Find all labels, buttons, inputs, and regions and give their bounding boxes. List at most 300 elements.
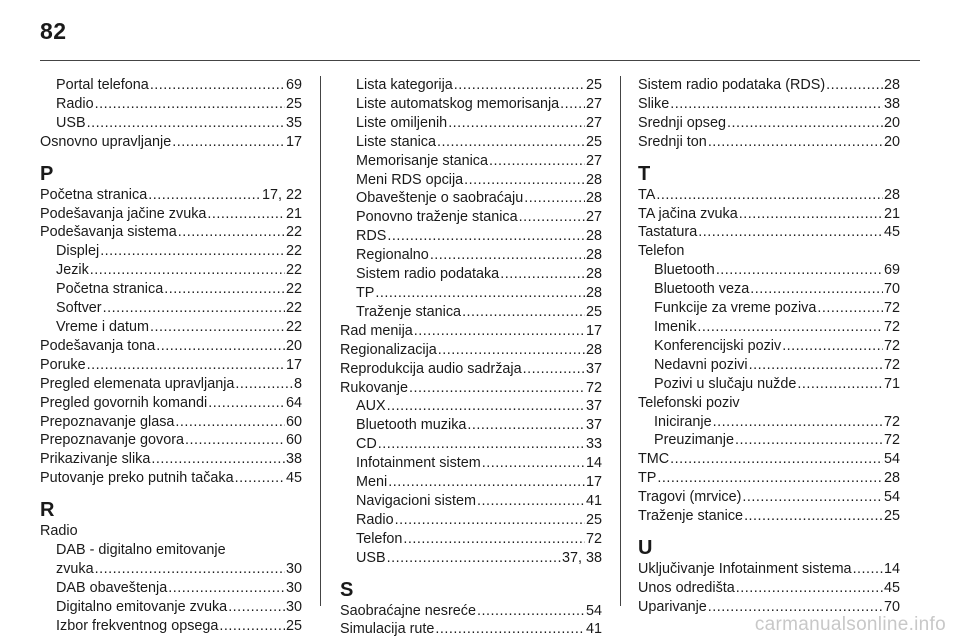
- index-entry: [638, 114, 900, 133]
- entry-page-ref: 45: [883, 579, 900, 596]
- index-entry: [340, 303, 602, 322]
- entry-term: Srednji opseg: [638, 114, 727, 131]
- entry-term: Prikazivanje slika: [40, 451, 151, 468]
- index-entry: [340, 133, 602, 152]
- dot-leader: [670, 450, 883, 469]
- dot-leader: [817, 299, 883, 318]
- entry-term: TA: [638, 186, 656, 203]
- entry-page-ref: 60: [285, 413, 302, 430]
- entry-page-ref: 72: [585, 530, 602, 547]
- dot-leader: [782, 337, 883, 356]
- section-letter: U: [638, 536, 653, 559]
- entry-page-ref: 25: [585, 133, 602, 150]
- dot-leader: [477, 492, 585, 511]
- entry-term: Simulacija rute: [340, 621, 435, 638]
- dot-leader: [656, 186, 883, 205]
- index-entry: [340, 473, 602, 492]
- dot-leader: [87, 356, 285, 375]
- entry-page-ref: 20: [285, 337, 302, 354]
- entry-term: Radio: [356, 511, 394, 528]
- index-entry: [340, 246, 602, 265]
- entry-term: TP: [356, 284, 375, 301]
- section-letter: R: [40, 499, 55, 522]
- dot-leader: [716, 261, 883, 280]
- entry-term: Tragovi (mrvice): [638, 489, 742, 506]
- index-entry: [638, 337, 900, 356]
- entry-page-ref: 25: [883, 508, 900, 525]
- entry-term: Bluetooth: [654, 262, 715, 279]
- index-entry: [638, 431, 900, 450]
- dot-leader: [697, 318, 883, 337]
- entry-page-ref: 14: [883, 560, 900, 577]
- dot-leader: [207, 205, 285, 224]
- index-entry: [340, 530, 602, 549]
- dot-leader: [388, 473, 585, 492]
- entry-page-ref: 69: [883, 262, 900, 279]
- index-entry: [340, 114, 602, 133]
- section-letter: T: [638, 162, 651, 185]
- entry-page-ref: 20: [883, 133, 900, 150]
- dot-leader: [500, 265, 585, 284]
- dot-leader: [524, 189, 585, 208]
- entry-term: Podešavanja jačine zvuka: [40, 205, 207, 222]
- entry-page-ref: 25: [585, 77, 602, 93]
- entry-term: Ponovno traženje stanica: [356, 209, 518, 226]
- dot-leader: [156, 337, 285, 356]
- entry-page-ref: 28: [883, 77, 900, 93]
- entry-page-ref: 27: [585, 152, 602, 169]
- dot-leader: [482, 454, 585, 473]
- entry-page-ref: 41: [585, 621, 602, 638]
- index-entry: [40, 261, 302, 280]
- dot-leader: [375, 284, 585, 303]
- entry-term: Srednji ton: [638, 133, 707, 150]
- index-entry: [638, 95, 900, 114]
- entry-page-ref: 28: [585, 190, 602, 207]
- entry-page-ref: 37: [585, 360, 602, 377]
- entry-term: Imenik: [654, 318, 697, 335]
- index-entry: [40, 617, 302, 636]
- index-entry: [638, 76, 900, 95]
- dot-leader: [235, 375, 293, 394]
- dot-leader: [438, 341, 585, 360]
- index-heading: Radio: [40, 523, 78, 540]
- dot-leader: [219, 617, 285, 636]
- entry-term: Reprodukcija audio sadržaja: [340, 360, 522, 377]
- entry-term: Jezik: [56, 262, 89, 279]
- index-entry: [40, 579, 302, 598]
- entry-page-ref: 30: [285, 560, 302, 577]
- entry-term: Displej: [56, 243, 100, 260]
- index-entry: [638, 133, 900, 152]
- index-entry: [340, 189, 602, 208]
- dot-leader: [178, 223, 285, 242]
- entry-term: Liste omiljenih: [356, 114, 448, 131]
- dot-leader: [750, 280, 883, 299]
- index-entry: [40, 431, 302, 450]
- dot-leader: [409, 379, 585, 398]
- index-heading: DAB - digitalno emitovanje: [56, 542, 226, 559]
- index-entry: [638, 356, 900, 375]
- index-entry: [340, 620, 602, 639]
- index-entry: [638, 186, 900, 205]
- entry-page-ref: 54: [883, 451, 900, 468]
- index-entry: [40, 95, 302, 114]
- entry-page-ref: 54: [585, 602, 602, 619]
- entry-term: Sistem radio podataka (RDS): [638, 77, 826, 93]
- index-entry: [340, 511, 602, 530]
- index-entry: [638, 507, 900, 526]
- index-entry: [638, 560, 900, 579]
- dot-leader: [378, 435, 585, 454]
- index-entry: [340, 322, 602, 341]
- dot-leader: [462, 303, 585, 322]
- entry-term: Konferencijski poziv: [654, 337, 782, 354]
- dot-leader: [698, 223, 883, 242]
- index-entry: [340, 602, 602, 621]
- entry-term: Slike: [638, 95, 670, 112]
- dot-leader: [708, 133, 883, 152]
- dot-leader: [437, 133, 585, 152]
- entry-page-ref: 37: [585, 417, 602, 434]
- entry-term: Traženje stanica: [356, 303, 462, 320]
- entry-term: Nedavni pozivi: [654, 356, 748, 373]
- entry-term: Infotainment sistem: [356, 455, 481, 472]
- dot-leader: [168, 579, 285, 598]
- index-entry: [40, 469, 302, 488]
- index-entry: [340, 549, 602, 568]
- entry-term: Putovanje preko putnih tačaka: [40, 470, 234, 487]
- entry-page-ref: 25: [285, 617, 302, 634]
- entry-term: Poruke: [40, 356, 86, 373]
- index-entry: [340, 435, 602, 454]
- entry-page-ref: 70: [883, 281, 900, 298]
- index-entry: [638, 223, 900, 242]
- entry-page-ref: 41: [585, 492, 602, 509]
- entry-page-ref: 25: [585, 303, 602, 320]
- dot-leader: [387, 549, 561, 568]
- entry-term: Regionalizacija: [340, 341, 437, 358]
- dot-leader: [454, 76, 585, 95]
- dot-leader: [560, 95, 585, 114]
- index-column-2: [340, 76, 602, 639]
- entry-term: Liste automatskog memorisanja: [356, 95, 560, 112]
- index-entry: [340, 227, 602, 246]
- entry-page-ref: 25: [285, 95, 302, 112]
- entry-page-ref: 28: [883, 470, 900, 487]
- index-entry: [40, 375, 302, 394]
- entry-term: Softver: [56, 300, 102, 317]
- entry-term: Meni RDS opcija: [356, 171, 464, 188]
- entry-page-ref: 30: [285, 598, 302, 615]
- index-entry: [40, 356, 302, 375]
- dot-leader: [95, 560, 285, 579]
- dot-leader: [727, 114, 883, 133]
- index-entry: [638, 469, 900, 488]
- index-entry: [340, 492, 602, 511]
- entry-page-ref: 72: [883, 432, 900, 449]
- entry-term: Liste stanica: [356, 133, 436, 150]
- index-entry: [340, 360, 602, 379]
- dot-leader: [150, 318, 285, 337]
- entry-term: Podešavanja tona: [40, 337, 156, 354]
- entry-page-ref: 25: [585, 511, 602, 528]
- index-entry: [638, 450, 900, 469]
- entry-page-ref: 14: [585, 455, 602, 472]
- index-entry: [340, 152, 602, 171]
- entry-page-ref: 71: [883, 375, 900, 392]
- entry-term: Sistem radio podataka: [356, 266, 500, 283]
- index-entry: [340, 208, 602, 227]
- index-entry: [40, 299, 302, 318]
- entry-term: Izbor frekventnog opsega: [56, 617, 219, 634]
- index-entry: [40, 394, 302, 413]
- entry-page-ref: 27: [585, 114, 602, 131]
- dot-leader: [387, 227, 585, 246]
- entry-page-ref: 72: [883, 300, 900, 317]
- index-entry: [40, 223, 302, 242]
- entry-term: Pregled govornih komandi: [40, 394, 208, 411]
- entry-page-ref: 28: [585, 266, 602, 283]
- dot-leader: [150, 76, 285, 95]
- dot-leader: [739, 205, 883, 224]
- entry-page-ref: 69: [285, 77, 302, 93]
- index-heading: Telefon: [638, 243, 685, 260]
- dot-leader: [235, 469, 285, 488]
- entry-term: TMC: [638, 451, 670, 468]
- dot-leader: [749, 356, 883, 375]
- entry-page-ref: 22: [285, 224, 302, 241]
- dot-leader: [87, 114, 285, 133]
- entry-term: Uključivanje Infotainment sistema: [638, 560, 852, 577]
- dot-leader: [523, 360, 585, 379]
- dot-leader: [151, 450, 285, 469]
- entry-term: Obaveštenje o saobraćaju: [356, 190, 524, 207]
- entry-term: Rukovanje: [340, 379, 408, 396]
- dot-leader: [403, 530, 585, 549]
- entry-term: Regionalno: [356, 247, 429, 264]
- index-entry: [638, 205, 900, 224]
- dot-leader: [657, 469, 883, 488]
- dot-leader: [228, 598, 285, 617]
- index-entry: [40, 242, 302, 261]
- index-entry: [638, 413, 900, 432]
- dot-leader: [185, 431, 285, 450]
- index-entry: [40, 76, 302, 95]
- section-letter: S: [340, 578, 354, 601]
- entry-term: Telefon: [356, 530, 403, 547]
- dot-leader: [735, 431, 883, 450]
- entry-term: Traženje stanice: [638, 508, 744, 525]
- entry-term: Pregled elemenata upravljanja: [40, 375, 235, 392]
- dot-leader: [477, 602, 585, 621]
- dot-leader: [103, 299, 285, 318]
- entry-page-ref: 54: [883, 489, 900, 506]
- index-entry: [340, 76, 602, 95]
- entry-term: Saobraćajne nesreće: [340, 602, 477, 619]
- index-entry: [638, 299, 900, 318]
- index-entry: [40, 560, 302, 579]
- entry-term: Uparivanje: [638, 598, 707, 615]
- entry-page-ref: 22: [285, 318, 302, 335]
- entry-page-ref: 35: [285, 114, 302, 131]
- index-entry: [40, 450, 302, 469]
- dot-leader: [164, 280, 285, 299]
- entry-page-ref: 22: [285, 243, 302, 260]
- index-column-3: [638, 76, 900, 617]
- header-rule: [40, 60, 920, 61]
- entry-page-ref: 37, 38: [561, 549, 602, 566]
- entry-term: Digitalno emitovanje zvuka: [56, 598, 228, 615]
- entry-term: Početna stranica: [56, 281, 164, 298]
- entry-term: Rad menija: [340, 322, 413, 339]
- entry-page-ref: 28: [883, 186, 900, 203]
- dot-leader: [208, 394, 285, 413]
- dot-leader: [100, 242, 285, 261]
- dot-leader: [435, 620, 585, 639]
- entry-page-ref: 17, 22: [261, 186, 302, 203]
- dot-leader: [797, 375, 883, 394]
- entry-page-ref: 28: [585, 247, 602, 264]
- entry-term: Navigacioni sistem: [356, 492, 476, 509]
- dot-leader: [489, 152, 585, 171]
- index-entry: [40, 413, 302, 432]
- index-entry: [638, 261, 900, 280]
- index-entry: [340, 95, 602, 114]
- entry-page-ref: 17: [285, 133, 302, 150]
- entry-term: Pozivi u slučaju nužde: [654, 375, 797, 392]
- dot-leader: [414, 322, 585, 341]
- index-entry: [638, 318, 900, 337]
- entry-page-ref: 21: [883, 205, 900, 222]
- index-entry: [340, 171, 602, 190]
- index-entry: [638, 280, 900, 299]
- index-entry: [40, 337, 302, 356]
- page-number: 82: [40, 18, 67, 44]
- entry-term: Radio: [56, 95, 94, 112]
- entry-page-ref: 22: [285, 300, 302, 317]
- entry-term: Lista kategorija: [356, 77, 453, 93]
- entry-page-ref: 38: [883, 95, 900, 112]
- index-entry: [340, 454, 602, 473]
- dot-leader: [742, 488, 883, 507]
- entry-page-ref: 72: [585, 379, 602, 396]
- entry-page-ref: 22: [285, 262, 302, 279]
- index-entry: [40, 114, 302, 133]
- index-entry: [40, 186, 302, 205]
- entry-term: Bluetooth veza: [654, 281, 750, 298]
- entry-page-ref: 20: [883, 114, 900, 131]
- entry-page-ref: 38: [285, 451, 302, 468]
- dot-leader: [744, 507, 883, 526]
- dot-leader: [95, 95, 285, 114]
- entry-page-ref: 17: [585, 474, 602, 491]
- dot-leader: [713, 413, 883, 432]
- entry-page-ref: 45: [285, 470, 302, 487]
- entry-page-ref: 60: [285, 432, 302, 449]
- entry-page-ref: 21: [285, 205, 302, 222]
- dot-leader: [395, 511, 585, 530]
- entry-page-ref: 72: [883, 337, 900, 354]
- dot-leader: [467, 416, 585, 435]
- entry-page-ref: 72: [883, 413, 900, 430]
- dot-leader: [387, 397, 585, 416]
- entry-term: Iniciranje: [654, 413, 712, 430]
- entry-term: Memorisanje stanica: [356, 152, 488, 169]
- index-entry: [340, 379, 602, 398]
- entry-page-ref: 17: [585, 322, 602, 339]
- entry-page-ref: 28: [585, 341, 602, 358]
- dot-leader: [175, 413, 285, 432]
- entry-term: Osnovno upravljanje: [40, 133, 172, 150]
- entry-term: Podešavanja sistema: [40, 224, 177, 241]
- entry-page-ref: 45: [883, 224, 900, 241]
- entry-term: TP: [638, 470, 657, 487]
- dot-leader: [172, 133, 285, 152]
- entry-page-ref: 64: [285, 394, 302, 411]
- entry-term: Unos odredišta: [638, 579, 735, 596]
- entry-page-ref: 37: [585, 398, 602, 415]
- entry-page-ref: 17: [285, 356, 302, 373]
- entry-term: Tastatura: [638, 224, 698, 241]
- index-entry: [340, 265, 602, 284]
- entry-term: USB: [356, 549, 386, 566]
- entry-page-ref: 30: [285, 579, 302, 596]
- entry-term: zvuka: [56, 560, 94, 577]
- entry-term: Portal telefona: [56, 77, 149, 93]
- entry-term: Bluetooth muzika: [356, 417, 467, 434]
- entry-term: Funkcije za vreme poziva: [654, 300, 817, 317]
- index-entry: [638, 375, 900, 394]
- entry-term: CD: [356, 436, 377, 453]
- entry-page-ref: 28: [585, 171, 602, 188]
- index-entry: [40, 133, 302, 152]
- index-entry: [638, 579, 900, 598]
- entry-term: USB: [56, 114, 86, 131]
- entry-page-ref: 27: [585, 209, 602, 226]
- entry-page-ref: 72: [883, 318, 900, 335]
- entry-page-ref: 27: [585, 95, 602, 112]
- index-entry: [340, 397, 602, 416]
- entry-term: DAB obaveštenja: [56, 579, 168, 596]
- entry-page-ref: 33: [585, 436, 602, 453]
- index-entry: [340, 284, 602, 303]
- entry-page-ref: 70: [883, 598, 900, 615]
- entry-term: Vreme i datum: [56, 318, 150, 335]
- dot-leader: [736, 579, 883, 598]
- index-entry: [40, 280, 302, 299]
- entry-page-ref: 72: [883, 356, 900, 373]
- watermark: carmanualsonline.info: [754, 614, 946, 635]
- dot-leader: [90, 261, 285, 280]
- dot-leader: [430, 246, 585, 265]
- dot-leader: [853, 560, 883, 579]
- entry-term: Preuzimanje: [654, 432, 734, 449]
- entry-term: Prepoznavanje govora: [40, 432, 185, 449]
- index-entry: [340, 416, 602, 435]
- entry-page-ref: 22: [285, 281, 302, 298]
- column-divider: [620, 76, 621, 606]
- index-entry: [40, 598, 302, 617]
- column-divider: [320, 76, 321, 606]
- section-letter: P: [40, 162, 54, 185]
- dot-leader: [464, 171, 585, 190]
- dot-leader: [519, 208, 585, 227]
- dot-leader: [826, 76, 883, 95]
- index-entry: [340, 341, 602, 360]
- dot-leader: [448, 114, 585, 133]
- entry-term: TA jačina zvuka: [638, 205, 738, 222]
